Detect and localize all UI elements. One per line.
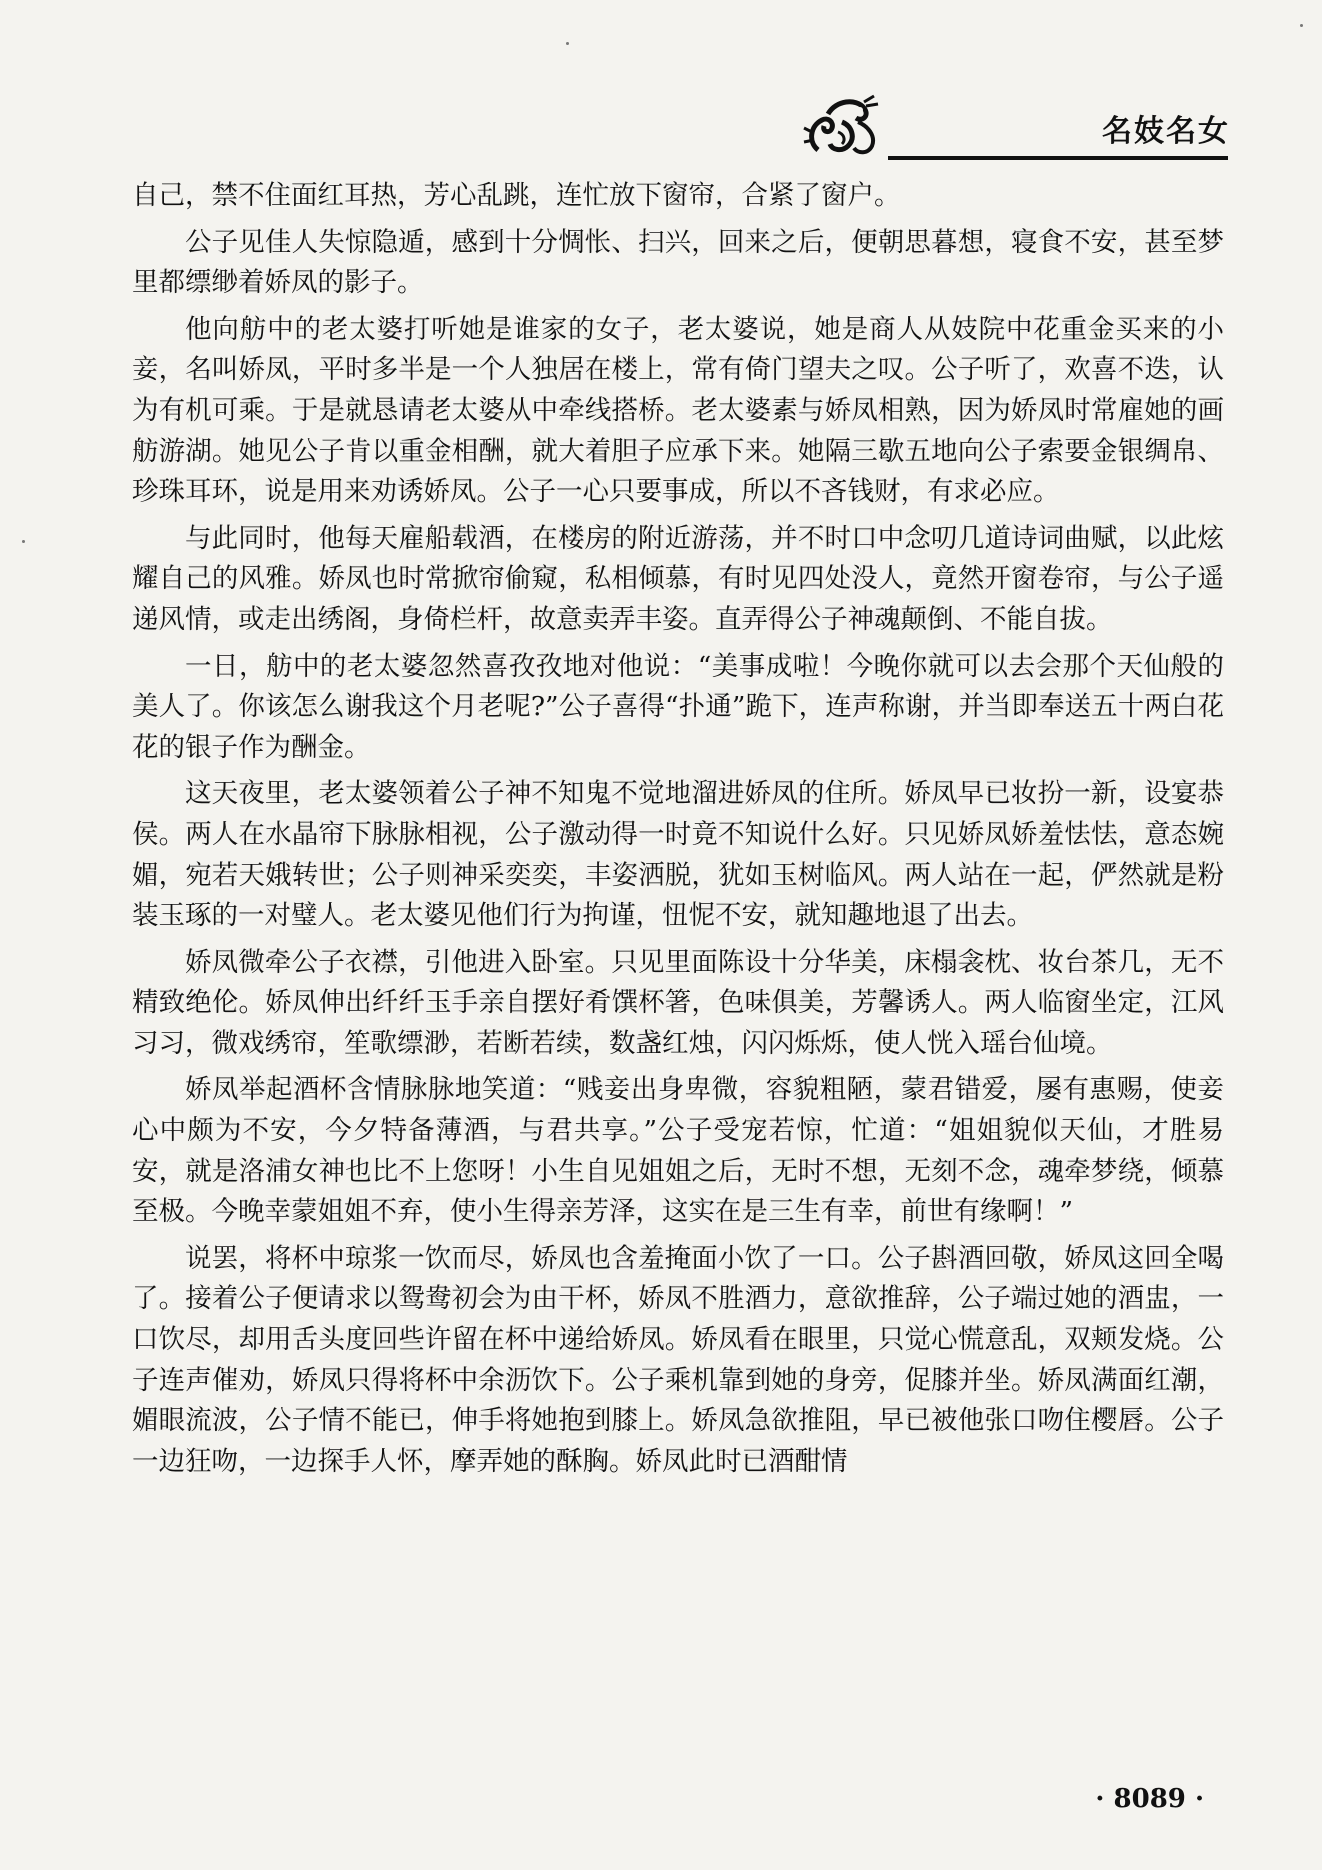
running-title: 名妓名女 <box>1102 114 1230 149</box>
scan-speck <box>22 540 25 543</box>
paragraph: 这天夜里，老太婆领着公子神不知鬼不觉地溜进娇凤的住所。娇凤早已妆扮一新，设宴恭侯。两人在水晶帘下脉脉相视，公子激动得一时竟不知说什么好。只见娇凤娇羞怯怯，意态婉媚，宛若天娥转世；公子则神采奕奕，丰姿洒脱，犹如玉树临风。两人站在一起，俨然就是粉装玉琢的一对璧人。老太婆见他们行为拘谨，忸怩不安，就知趣地退了出去。 <box>132 778 1224 932</box>
paragraph: 娇凤举起酒杯含情脉脉地笑道：“贱妾出身卑微，容貌粗陋，蒙君错爱，屡有惠赐，使妾心中颇为不安，今夕特备薄酒，与君共享。”公子受宠若惊，忙道：“姐姐貌似天仙，才胜易安，就是洛浦女神也比不上您呀！小生自见姐姐之后，无时不想，无刻不念，魂牵梦绕，倾慕至极。今晚幸蒙姐姐不弃，使小生得亲芳泽，这实在是三生有幸，前世有缘啊！” <box>132 1074 1224 1228</box>
paragraph: 一日，舫中的老太婆忽然喜孜孜地对他说：“美事成啦！今晚你就可以去会那个天仙般的美人了。你该怎么谢我这个月老呢?”公子喜得“扑通”跪下，连声称谢，并当即奉送五十两白花花的银子作为酬金。 <box>132 650 1224 763</box>
dragon-emblem-icon <box>798 92 888 162</box>
paragraph: 娇凤微牵公子衣襟，引他进入卧室。只见里面陈设十分华美，床榻衾枕、妆台茶几，无不精致绝伦。娇凤伸出纤纤玉手亲自摆好肴馔杯箸，色味俱美，芳馨诱人。两人临窗坐定，江风习习，微戏绣帘，笙歌缥渺，若断若续，数盏红烛，闪闪烁烁，使人恍入瑶台仙境。 <box>132 946 1224 1059</box>
paragraph: 公子见佳人失惊隐遁，感到十分惆怅、扫兴，回来之后，便朝思暮想，寝食不安，甚至梦里都缥缈着娇凤的影子。 <box>132 226 1224 299</box>
page-number: · 8089 · <box>1095 1784 1204 1814</box>
paragraph: 自己，禁不住面红耳热，芳心乱跳，连忙放下窗帘，合紧了窗户。 <box>132 180 901 211</box>
scan-speck <box>566 42 569 45</box>
paragraph: 与此同时，他每天雇船载酒，在楼房的附近游荡，并不时口中念叨几道诗词曲赋，以此炫耀自己的风雅。娇凤也时常掀帘偷窥，私相倾慕，有时见四处没人，竟然开窗卷帘，与公子遥递风情，或走出绣阁，身倚栏杆，故意卖弄丰姿。直弄得公子神魂颠倒、不能自拔。 <box>132 522 1224 635</box>
paragraph: 说罢，将杯中琼浆一饮而尽，娇凤也含羞掩面小饮了一口。公子斟酒回敬，娇凤这回全喝了。接着公子便请求以鸳鸯初会为由干杯，娇凤不胜酒力，意欲推辞，公子端过她的酒盅，一口饮尽，却用舌头度回些许留在杯中递给娇凤。娇凤看在眼里，只觉心慌意乱，双颊发烧。公子连声催劝，娇凤只得将杯中余沥饮下。公子乘机靠到她的身旁，促膝并坐。娇凤满面红潮，媚眼流波，公子情不能已，伸手将她抱到膝上。娇凤急欲推阻，早已被他张口吻住樱唇。公子一边狂吻，一边探手人怀，摩弄她的酥胸。娇凤此时已酒酣情 <box>132 1242 1224 1477</box>
article-body <box>132 176 1224 1488</box>
running-header <box>790 88 1230 160</box>
header-rule <box>888 156 1228 160</box>
scan-speck <box>1300 24 1303 27</box>
paragraph: 他向舫中的老太婆打听她是谁家的女子，老太婆说，她是商人从妓院中花重金买来的小妾，名叫娇凤，平时多半是一个人独居在楼上，常有倚门望夫之叹。公子听了，欢喜不迭，认为有机可乘。于是就恳请老太婆从中牵线搭桥。老太婆素与娇凤相熟，因为娇凤时常雇她的画舫游湖。她见公子肯以重金相酬，就大着胆子应承下来。她隔三歇五地向公子索要金银绸帛、珍珠耳环，说是用来劝诱娇凤。公子一心只要事成，所以不吝钱财，有求必应。 <box>132 313 1224 508</box>
